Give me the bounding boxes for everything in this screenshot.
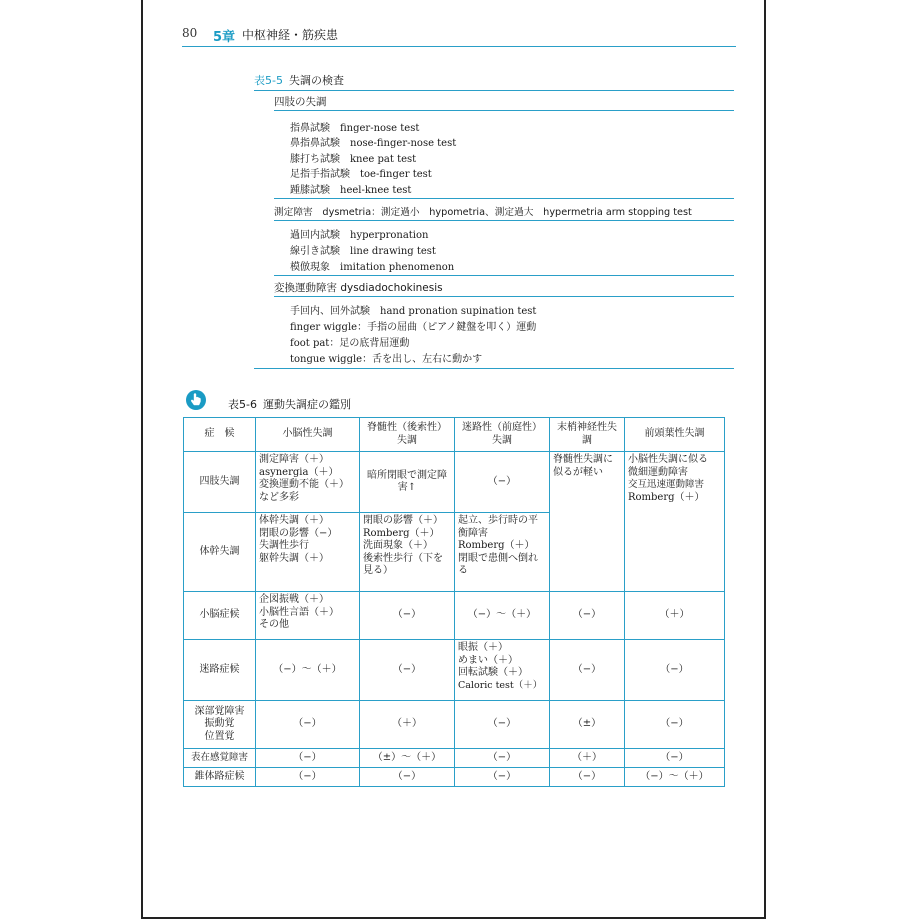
test-line: finger wiggle：手指の屈曲（ピアノ鍵盤を叩く）運動 [290,322,537,333]
table-cell: （−） [550,768,625,787]
table-header-row [184,418,725,452]
table-cell [256,452,360,513]
table-cell: （−） [360,640,455,701]
test-line: 手回内、回外試験 hand pronation supination test [290,306,537,317]
cell-text: 小脳性言語（＋） [259,606,339,618]
running-header [182,24,736,46]
test-line: 膝打ち試験 knee pat test [290,154,417,165]
test-line: foot pat：足の底背屈運動 [290,338,410,349]
table-row [184,452,725,513]
table-5-5-title: 失調の検査 [288,74,344,87]
row-header [184,701,256,749]
cell-text: 躯幹失調（＋） [259,552,329,564]
table-row [184,592,725,640]
table-cell: （−） [360,592,455,640]
cell-text: Romberg（＋） [628,491,705,503]
test-line: 指鼻試験 finger-nose test [290,123,420,134]
table-cell: （−） [256,749,360,768]
row-header: 体幹失調 [184,513,256,592]
cell-text: 閉眼の影響（＋） [363,515,443,526]
table-cell: （−）〜（＋） [455,592,550,640]
row-header: 迷路症候 [184,640,256,701]
cell-text: 小脳性失調に似る [628,454,708,465]
divider [274,220,734,221]
divider [254,90,734,91]
column-header: 症 候 [184,418,256,452]
row-header: 錐体路症候 [184,768,256,787]
cell-text: Romberg（＋） [458,540,535,551]
table-5-5-caption [254,72,344,88]
table-cell: （−） [550,640,625,701]
table-cell: （−） [455,749,550,768]
table-5-6-caption [228,396,351,412]
cell-text: 後索性歩行（下を見る） [363,552,443,576]
cell-text: めまい（＋） [458,654,518,666]
test-line: 線引き試験 line drawing test [290,246,436,257]
table-cell [360,513,455,592]
section-heading: 変換運動障害 dysdiadochokinesis [274,282,443,294]
cell-text: 閉眼の影響（−） [259,527,338,539]
test-line: 足指手指試験 toe-finger test [290,169,432,180]
table-cell: （−） [455,768,550,787]
cell-text: その他 [259,619,289,630]
cell-text: 企図振戦（＋） [259,594,329,605]
cell-text: 起立、歩行時の平衡障害 [458,515,538,539]
row-header: 四肢失調 [184,452,256,513]
table-row [184,701,725,749]
cell-text: 眼振（＋） [458,642,508,653]
cell-text: Caloric test（＋） [458,679,543,691]
row-header: 表在感覚障害 [184,749,256,768]
column-header: 末梢神経性失調 [550,418,625,452]
cell-text: 交互迅速運動障害 [628,479,705,490]
column-header: 脊髄性（後索性）失調 [360,418,455,452]
table-cell [455,513,550,592]
table-cell: （＋） [550,749,625,768]
cell-text: 振動覚 [204,718,235,730]
divider [274,110,734,111]
table-row [184,640,725,701]
hand-pointing-icon [185,389,207,411]
section-heading: 四肢の失調 [274,96,327,108]
table-cell [256,592,360,640]
table-cell: 脊髄性失調に似るが軽い [550,452,625,592]
table-cell [455,640,550,701]
table-cell: （±） [550,701,625,749]
cell-text: 洗面現象（＋） [363,540,433,551]
cell-text: 失調性歩行 [259,540,309,551]
cell-text: asynergia（＋） [259,466,339,478]
table-5-6 [183,417,725,787]
page-number: 80 [182,26,198,40]
table-cell: （−） [455,452,550,513]
table-cell: （−） [625,701,725,749]
column-header: 迷路性（前庭性）失調 [455,418,550,452]
table-cell: （−） [360,768,455,787]
test-line: 踵膝試験 heel-knee test [290,185,412,196]
table-cell: （−）〜（＋） [625,768,725,787]
column-header: 小脳性失調 [256,418,360,452]
table-cell [625,452,725,592]
cell-text: 深部覚障害 [194,705,245,717]
table-5-6-number: 表5-6 [228,398,257,411]
table-cell: （−） [256,701,360,749]
table-cell: （−） [550,592,625,640]
cell-text: 微細運動障害 [628,466,688,478]
cell-text: など多彩 [259,491,299,503]
cell-text: Romberg（＋） [363,527,440,539]
test-line: 模倣現象 imitation phenomenon [290,262,455,273]
table-cell: （−）〜（＋） [256,640,360,701]
table-cell: （±）〜（＋） [360,749,455,768]
table-cell: （−） [455,701,550,749]
cell-text: 位置覚 [204,730,235,742]
table-cell: （−） [625,749,725,768]
cell-text: 閉眼で患側へ倒れる [458,552,538,576]
table-row [184,768,725,787]
chapter-number: 5章 [213,30,236,45]
cell-text: 体幹失調（＋） [259,515,329,526]
test-line: 鼻指鼻試験 nose-finger-nose test [290,138,457,149]
table-5-6-title: 運動失調症の鑑別 [262,398,351,411]
table-cell: （−） [256,768,360,787]
table-cell: （−） [625,640,725,701]
test-line: tongue wiggle：舌を出し、左右に動かす [290,354,483,365]
table-cell: （＋） [625,592,725,640]
table-row [184,749,725,768]
column-header: 前頭葉性失調 [625,418,725,452]
divider [274,198,734,199]
cell-text: 変換運動不能（＋） [259,479,349,490]
row-header: 小脳症候 [184,592,256,640]
cell-text: 測定障害（＋） [259,454,329,465]
test-line: 過回内試験 hyperpronation [290,230,429,241]
divider [274,275,734,276]
table-5-5-number: 表5-5 [254,74,283,87]
cell-text: 回転試験（＋） [458,667,528,678]
table-cell: （＋） [360,701,455,749]
section-heading: 測定障害 dysmetria：測定過小 hypometria、測定過大 hypermetria arm stopping test [274,207,692,218]
table-cell [256,513,360,592]
divider [274,296,734,297]
divider [254,368,734,369]
header-rule [182,46,736,47]
table-cell: 暗所閉眼で測定障害↑ [360,452,455,513]
chapter-title: 中枢神経・筋疾患 [242,28,339,42]
